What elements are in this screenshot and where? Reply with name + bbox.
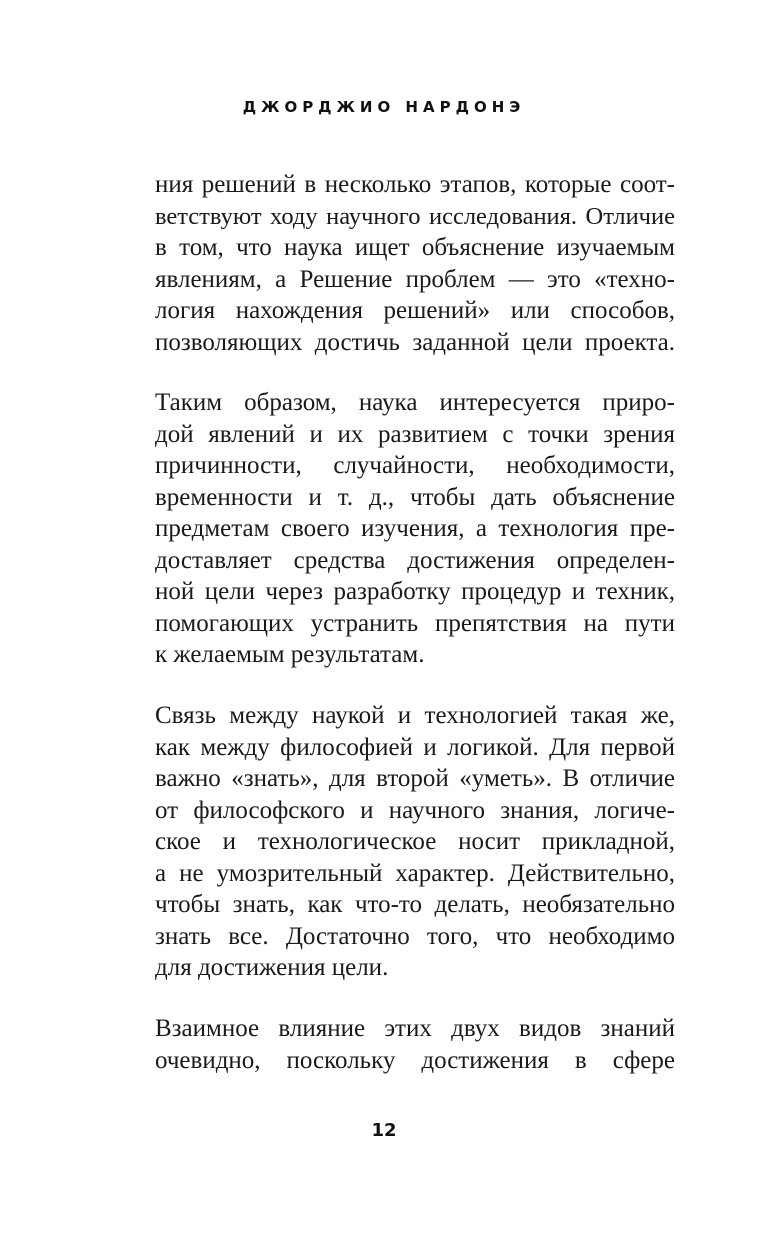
text-line: дой явлений и их развитием с точки зрения <box>155 420 675 448</box>
text-line: Взаимное влияние этих двух видов знаний <box>155 1015 675 1042</box>
text-line: явлениям, а Решение проблем — это «техно- <box>155 265 675 293</box>
text-line: от философского и научного знания, логиче- <box>155 796 675 824</box>
text-line: помогающих устранить препятствия на пути <box>155 609 675 637</box>
text-line: важно «знать», для второй «уметь». В отличие <box>155 765 675 792</box>
running-head-author: ДЖОРДЖИО НАРДОНЭ <box>242 98 526 116</box>
paragraph-3 <box>155 700 675 984</box>
text-line: доставляет средства достижения определен- <box>155 546 675 574</box>
text-line: Связь между наукой и технологией такая же, <box>155 702 675 729</box>
text-line: Таким образом, наука интересуется приро- <box>155 389 675 416</box>
text-line: ной цели через разработку процедур и техник, <box>155 578 675 605</box>
text-line: для достижения цели. <box>155 954 389 981</box>
text-line: ское и технологическое носит прикладной, <box>155 828 675 855</box>
paragraph-4 <box>155 1013 675 1076</box>
page-number: 12 <box>371 1120 397 1141</box>
text-line: ния решений в несколько этапов, которые соот- <box>155 171 675 198</box>
text-line: в том, что наука ищет объяснение изучаемым <box>155 234 675 261</box>
paragraph-1 <box>155 169 675 358</box>
text-line: ветствуют ходу научного исследования. Отличие <box>155 202 675 230</box>
text-line: очевидно, поскольку достижения в сфере <box>155 1046 675 1074</box>
text-line: а не умозрительный характер. Действительно, <box>155 859 675 887</box>
text-line: знать все. Достаточно того, что необходимо <box>155 922 675 950</box>
text-line: чтобы знать, как что-то делать, необязательно <box>155 891 675 918</box>
text-line: к желаемым результатам. <box>155 641 425 668</box>
text-line: логия нахождения решений» или способов, <box>155 297 675 324</box>
text-line: причинности, случайности, необходимости, <box>155 452 675 479</box>
text-line: позволяющих достичь заданной цели проекта. <box>155 328 675 356</box>
text-line: как между философией и логикой. Для первой <box>155 733 675 761</box>
paragraph-2 <box>155 387 675 671</box>
text-line: временности и т. д., чтобы дать объяснение <box>155 483 675 511</box>
text-line: предметам своего изучения, а технология пре- <box>155 515 675 542</box>
